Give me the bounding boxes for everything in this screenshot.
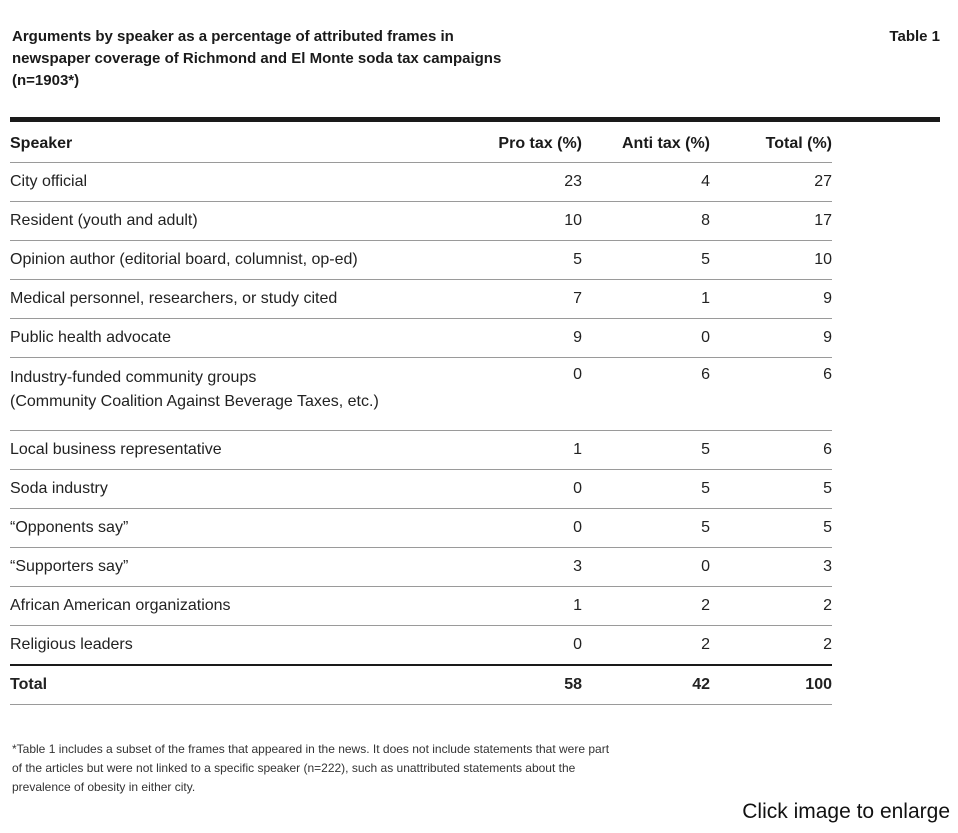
header-anti-tax: Anti tax (%) [622,135,710,152]
table-row [10,470,832,509]
row-speaker: Medical personnel, researchers, or study cited [10,290,338,307]
row-total-value: 9 [823,290,832,307]
row-speaker: Resident (youth and adult) [10,212,198,229]
row-pro-value: 1 [573,441,582,458]
row-speaker: Opinion author (editorial board, columnist, op-ed) [10,251,358,268]
table-row [10,587,832,626]
footnote-line-2: of the articles but were not linked to a specific speaker (n=222), such as unattributed statements about the [12,761,576,775]
table-row [10,202,832,241]
row-anti-value: 2 [701,636,710,653]
row-speaker: Public health advocate [10,329,171,346]
row-pro-value: 1 [573,597,582,614]
row-total-value: 27 [814,173,832,190]
row-speaker: “Opponents say” [10,519,129,536]
row-total-value: 2 [823,597,832,614]
row-anti-value: 8 [701,212,710,229]
row-speaker: City official [10,173,88,190]
table-row [10,626,832,666]
table-row [10,280,832,319]
table-row [10,431,832,470]
table-header-row [10,126,832,163]
caption-line-3: (n=1903*) [12,72,80,89]
total-row [10,665,832,705]
header-pro-tax: Pro tax (%) [498,135,582,152]
row-total-value: 10 [814,251,832,268]
row-speaker-line-2: (Community Coalition Against Beverage Taxes, etc.) [10,393,379,410]
row-speaker: “Supporters say” [10,558,129,575]
row-total-value: 2 [823,636,832,653]
row-total-value: 9 [823,329,832,346]
total-label: Total [10,676,48,693]
row-speaker: African American organizations [10,597,231,614]
table-footnote [12,740,842,797]
total-anti-value: 42 [692,676,710,693]
row-anti-value: 6 [701,366,710,383]
table-row [10,509,832,548]
row-pro-value: 23 [564,173,582,190]
row-anti-value: 1 [701,290,710,307]
total-total-value: 100 [805,676,832,693]
total-pro-value: 58 [564,676,582,693]
row-total-value: 5 [823,519,832,536]
row-pro-value: 5 [573,251,582,268]
table-row [10,548,832,587]
row-pro-value: 7 [573,290,582,307]
row-speaker [10,358,472,431]
row-anti-value: 0 [701,558,710,575]
table-row [10,241,832,280]
footnote-line-3: prevalence of obesity in either city. [12,780,196,794]
row-anti-value: 4 [701,173,710,190]
row-pro-value: 0 [573,519,582,536]
caption-line-2: newspaper coverage of Richmond and El Monte soda tax campaigns [12,50,502,67]
row-total-value: 6 [823,366,832,383]
speaker-table [10,126,832,705]
row-total-value: 5 [823,480,832,497]
table-row [10,358,832,431]
header-total: Total (%) [765,135,832,152]
header-rule [10,117,940,122]
row-pro-value: 0 [573,366,582,383]
enlarge-image-link[interactable]: Click image to enlarge [742,800,950,823]
row-total-value: 3 [823,558,832,575]
row-anti-value: 2 [701,597,710,614]
caption-line-1: Arguments by speaker as a percentage of attributed frames in [12,28,454,45]
footnote-line-1: *Table 1 includes a subset of the frames that appeared in the news. It does not include statements that were part [12,742,610,756]
row-pro-value: 0 [573,636,582,653]
header-speaker: Speaker [10,135,73,152]
row-anti-value: 5 [701,480,710,497]
row-pro-value: 10 [564,212,582,229]
row-pro-value: 0 [573,480,582,497]
row-speaker: Local business representative [10,441,222,458]
row-anti-value: 5 [701,251,710,268]
row-speaker: Religious leaders [10,636,133,653]
table-number-label: Table 1 [889,28,940,45]
table-row [10,163,832,202]
table-caption [12,26,652,92]
row-anti-value: 5 [701,441,710,458]
row-pro-value: 3 [573,558,582,575]
row-speaker: Soda industry [10,480,108,497]
row-total-value: 17 [814,212,832,229]
row-anti-value: 5 [701,519,710,536]
row-anti-value: 0 [701,329,710,346]
row-speaker-line-1: Industry-funded community groups [10,369,257,386]
row-pro-value: 9 [573,329,582,346]
table-row [10,319,832,358]
row-total-value: 6 [823,441,832,458]
